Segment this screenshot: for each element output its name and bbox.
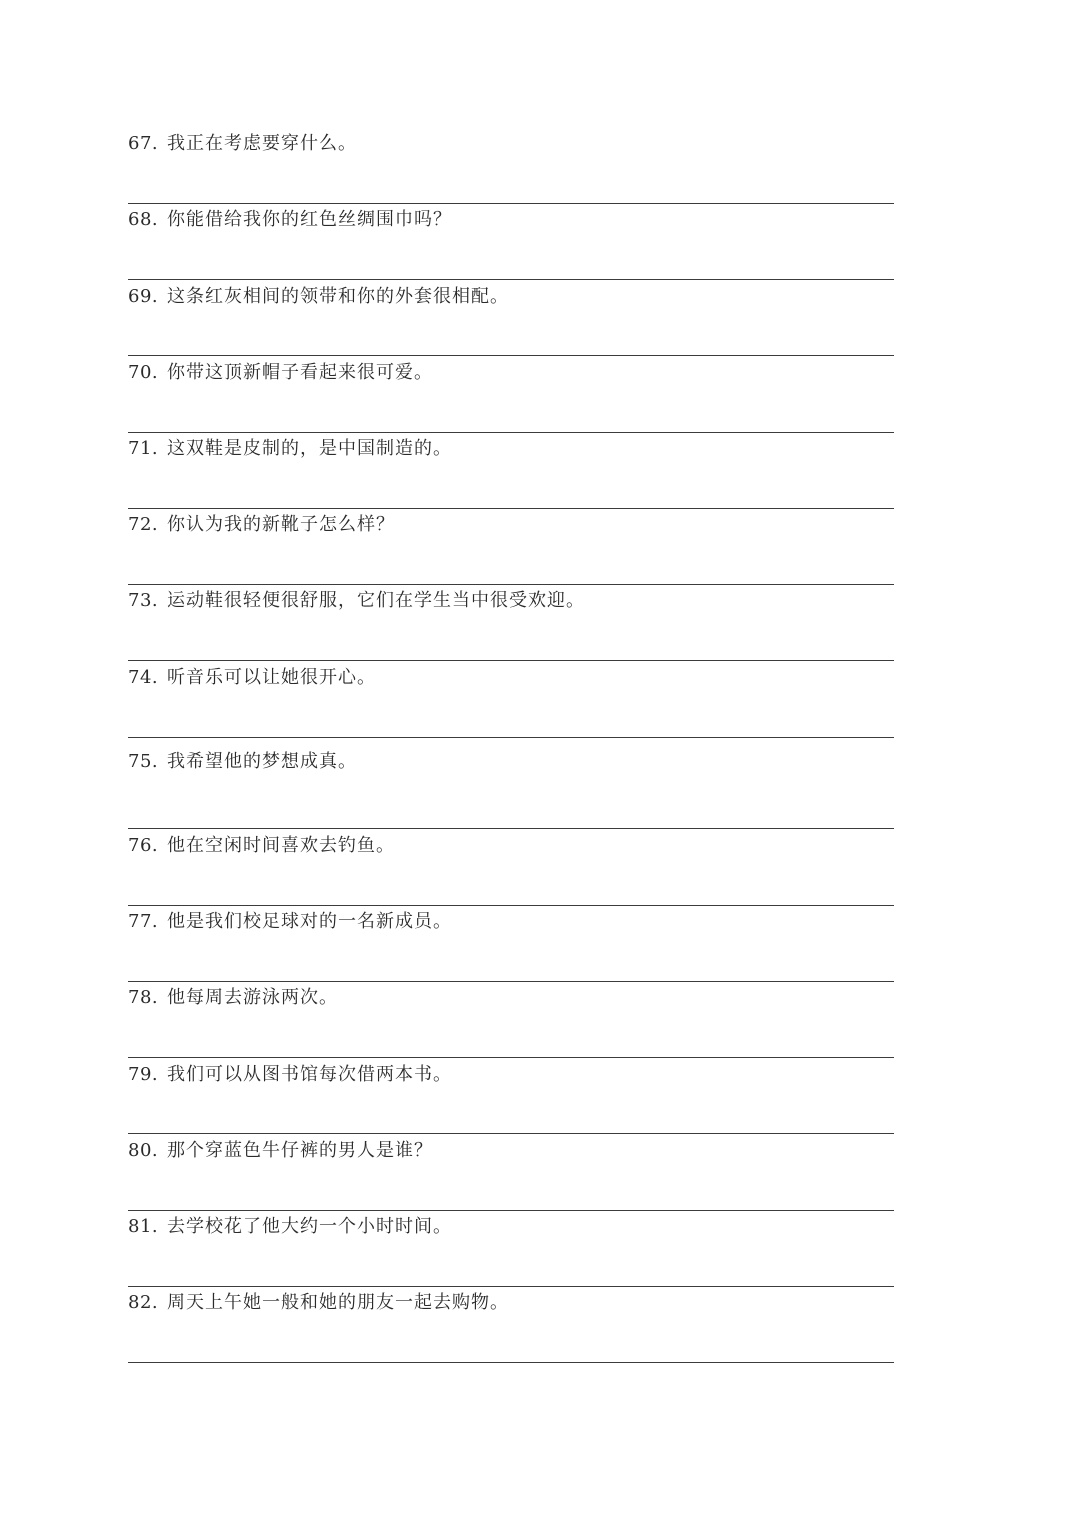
- answer-line[interactable]: [128, 981, 894, 982]
- exercise-sentence: 他是我们校足球对的一名新成员。: [167, 911, 452, 932]
- answer-line[interactable]: [128, 1362, 894, 1363]
- exercise-sentence: 我们可以从图书馆每次借两本书。: [167, 1064, 452, 1085]
- exercise-prompt: [128, 1291, 509, 1315]
- exercise-number: 69.: [128, 286, 159, 307]
- exercise-sentence: 这双鞋是皮制的，是中国制造的。: [167, 438, 452, 459]
- exercise-prompt: [128, 986, 338, 1010]
- exercise-number: 81.: [128, 1216, 159, 1237]
- exercise-sentence: 听音乐可以让她很开心。: [167, 667, 376, 688]
- exercise-prompt: [128, 208, 452, 232]
- answer-line[interactable]: [128, 828, 894, 829]
- exercise-sentence: 你认为我的新靴子怎么样？: [167, 514, 395, 535]
- exercise-prompt: [128, 589, 585, 613]
- exercise-number: 77.: [128, 911, 159, 932]
- answer-line[interactable]: [128, 508, 894, 509]
- exercise-number: 72.: [128, 514, 159, 535]
- exercise-sentence: 你能借给我你的红色丝绸围巾吗？: [167, 209, 452, 230]
- exercise-number: 73.: [128, 590, 159, 611]
- exercise-prompt: [128, 513, 395, 537]
- exercise-prompt: [128, 1139, 433, 1163]
- exercise-number: 80.: [128, 1140, 159, 1161]
- exercise-prompt: [128, 437, 452, 461]
- exercise-prompt: [128, 910, 452, 934]
- exercise-number: 79.: [128, 1064, 159, 1085]
- exercise-number: 75.: [128, 751, 159, 772]
- exercise-prompt: [128, 132, 357, 156]
- exercise-number: 67.: [128, 133, 159, 154]
- exercise-sentence: 你带这顶新帽子看起来很可爱。: [167, 362, 433, 383]
- exercise-number: 74.: [128, 667, 159, 688]
- exercise-number: 68.: [128, 209, 159, 230]
- exercise-sentence: 我正在考虑要穿什么。: [167, 133, 357, 154]
- exercise-sentence: 那个穿蓝色牛仔裤的男人是谁？: [167, 1140, 433, 1161]
- answer-line[interactable]: [128, 1210, 894, 1211]
- exercise-sentence: 去学校花了他大约一个小时时间。: [167, 1216, 452, 1237]
- exercise-prompt: [128, 1215, 452, 1239]
- answer-line[interactable]: [128, 203, 894, 204]
- exercise-prompt: [128, 1063, 452, 1087]
- answer-line[interactable]: [128, 584, 894, 585]
- exercise-sentence: 我希望他的梦想成真。: [167, 751, 357, 772]
- answer-line[interactable]: [128, 432, 894, 433]
- exercise-sentence: 这条红灰相间的领带和你的外套很相配。: [167, 286, 509, 307]
- answer-line[interactable]: [128, 660, 894, 661]
- exercise-prompt: [128, 361, 433, 385]
- exercise-number: 71.: [128, 438, 159, 459]
- exercise-sentence: 周天上午她一般和她的朋友一起去购物。: [167, 1292, 509, 1313]
- exercise-number: 78.: [128, 987, 159, 1008]
- answer-line[interactable]: [128, 355, 894, 356]
- exercise-sentence: 他每周去游泳两次。: [167, 987, 338, 1008]
- exercise-number: 76.: [128, 835, 159, 856]
- answer-line[interactable]: [128, 1057, 894, 1058]
- answer-line[interactable]: [128, 905, 894, 906]
- exercise-number: 82.: [128, 1292, 159, 1313]
- exercise-prompt: [128, 666, 376, 690]
- exercise-sentence: 运动鞋很轻便很舒服，它们在学生当中很受欢迎。: [167, 590, 585, 611]
- exercise-prompt: [128, 750, 357, 774]
- answer-line[interactable]: [128, 279, 894, 280]
- exercise-prompt: [128, 285, 509, 309]
- exercise-prompt: [128, 834, 395, 858]
- answer-line[interactable]: [128, 1286, 894, 1287]
- answer-line[interactable]: [128, 1133, 894, 1134]
- answer-line[interactable]: [128, 737, 894, 738]
- exercise-sentence: 他在空闲时间喜欢去钓鱼。: [167, 835, 395, 856]
- exercise-number: 70.: [128, 362, 159, 383]
